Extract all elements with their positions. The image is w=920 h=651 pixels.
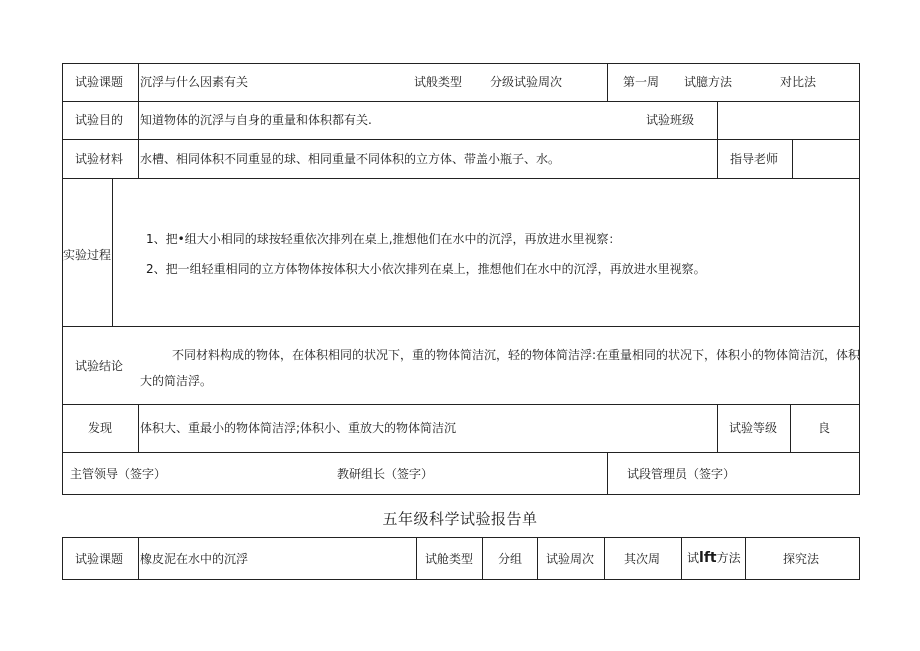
topic-label: 试验课题: [75, 75, 124, 89]
table1-col-line: [717, 404, 718, 452]
table1-border-top: [62, 63, 859, 64]
purpose-value: 知道物体的沉浮与自身的重量和体积都有关.: [140, 113, 372, 127]
process-label: 实验过程: [63, 248, 112, 262]
t2-week-value: 其次周: [624, 552, 661, 566]
table1-col-line: [138, 63, 139, 178]
admin-signature-label: 试段管理员（签字）: [627, 467, 736, 481]
materials-label: 试验材料: [75, 152, 124, 166]
t2-type-label: 试舱类型: [425, 552, 474, 566]
table1-row-line: [62, 101, 859, 102]
t2-method-label: [687, 551, 741, 565]
table1-col-line: [792, 139, 793, 178]
t2-method-label-suffix: 方法: [716, 551, 741, 565]
table2-border-right: [859, 537, 860, 580]
t2-type-value: 分组: [498, 552, 523, 566]
table1-border-bottom: [62, 494, 859, 495]
table1-row-line: [62, 178, 859, 179]
table2-col-line: [745, 537, 746, 580]
table1-row-line: [62, 404, 859, 405]
report-title: 五年级科学试验报告单: [382, 510, 538, 528]
t2-method-label-prefix: 试: [687, 551, 700, 565]
materials-value: 水槽、相同体积不同重显的球、相同重量不同体积的立方体、带盖小瓶子、水。: [140, 152, 561, 166]
conclusion-line-1: 不同材料构成的物体，在体积相同的状况下，重的物体简洁沉，轻的物体简洁浮:在重量相同的状况下，体积小的物体简洁沉，体积: [172, 348, 861, 362]
table2-border-left: [62, 537, 63, 580]
table1-col-line: [717, 139, 718, 178]
table2-col-line: [604, 537, 605, 580]
finding-label: 发现: [88, 421, 113, 435]
table1-border-right: [859, 63, 860, 495]
table1-col-line: [607, 452, 608, 494]
method-label: 试臆方法: [684, 75, 733, 89]
table1-row-line: [62, 139, 859, 140]
cycle-label: 分级试验周次: [490, 75, 563, 89]
table1-col-line: [138, 404, 139, 452]
table1-row-line: [62, 452, 859, 453]
conclusion-line-2: 大的简洁浮。: [140, 374, 213, 388]
table1-col-line: [112, 178, 113, 326]
table1-col-line: [790, 404, 791, 452]
conclusion-label: 试验结论: [75, 359, 124, 373]
type-label: 试般类型: [414, 75, 463, 89]
t2-topic-value: 橡皮泥在水中的沉浮: [140, 552, 249, 566]
table1-border-left: [62, 63, 63, 495]
t2-method-value: 探究法: [783, 552, 820, 566]
table2-col-line: [138, 537, 139, 580]
leader-signature-label: 主管领导（签字）: [70, 467, 167, 481]
class-label: 试验班级: [646, 113, 695, 127]
t2-cycle-label: 试验周次: [546, 552, 595, 566]
table2-col-line: [537, 537, 538, 580]
t2-method-label-bold: lft: [699, 550, 717, 566]
week-value: 第一周: [623, 75, 660, 89]
table1-col-line: [717, 101, 718, 139]
teacher-label: 指导老师: [730, 152, 779, 166]
process-step-1: 1、把•组大小相同的球按轻重依次排列在桌上,推想他们在水中的沉浮，再放进水里视察：: [146, 232, 621, 246]
group-leader-signature-label: 教研组长（签字）: [337, 467, 434, 481]
topic-value: 沉浮与什么因素有关: [140, 75, 249, 89]
table2-col-line: [416, 537, 417, 580]
method-value: 对比法: [780, 75, 817, 89]
grade-label: 试验等级: [729, 421, 778, 435]
grade-value: 良: [818, 421, 831, 435]
table2-border-top: [62, 537, 859, 538]
finding-value: 体积大、重最小的物体简洁浮;体积小、重放大的物体简洁沉: [140, 421, 457, 435]
process-step-2: 2、把一组轻重相同的立方体物体按体积大小依次排列在桌上，推想他们在水中的沉浮，再放进水里视察。: [146, 262, 706, 276]
table1-row-line: [62, 326, 859, 327]
table2-border-bottom: [62, 579, 859, 580]
table2-col-line: [681, 537, 682, 580]
table2-col-line: [482, 537, 483, 580]
table1-col-line: [607, 63, 608, 101]
purpose-label: 试验目的: [75, 113, 124, 127]
t2-topic-label: 试验课题: [75, 552, 124, 566]
